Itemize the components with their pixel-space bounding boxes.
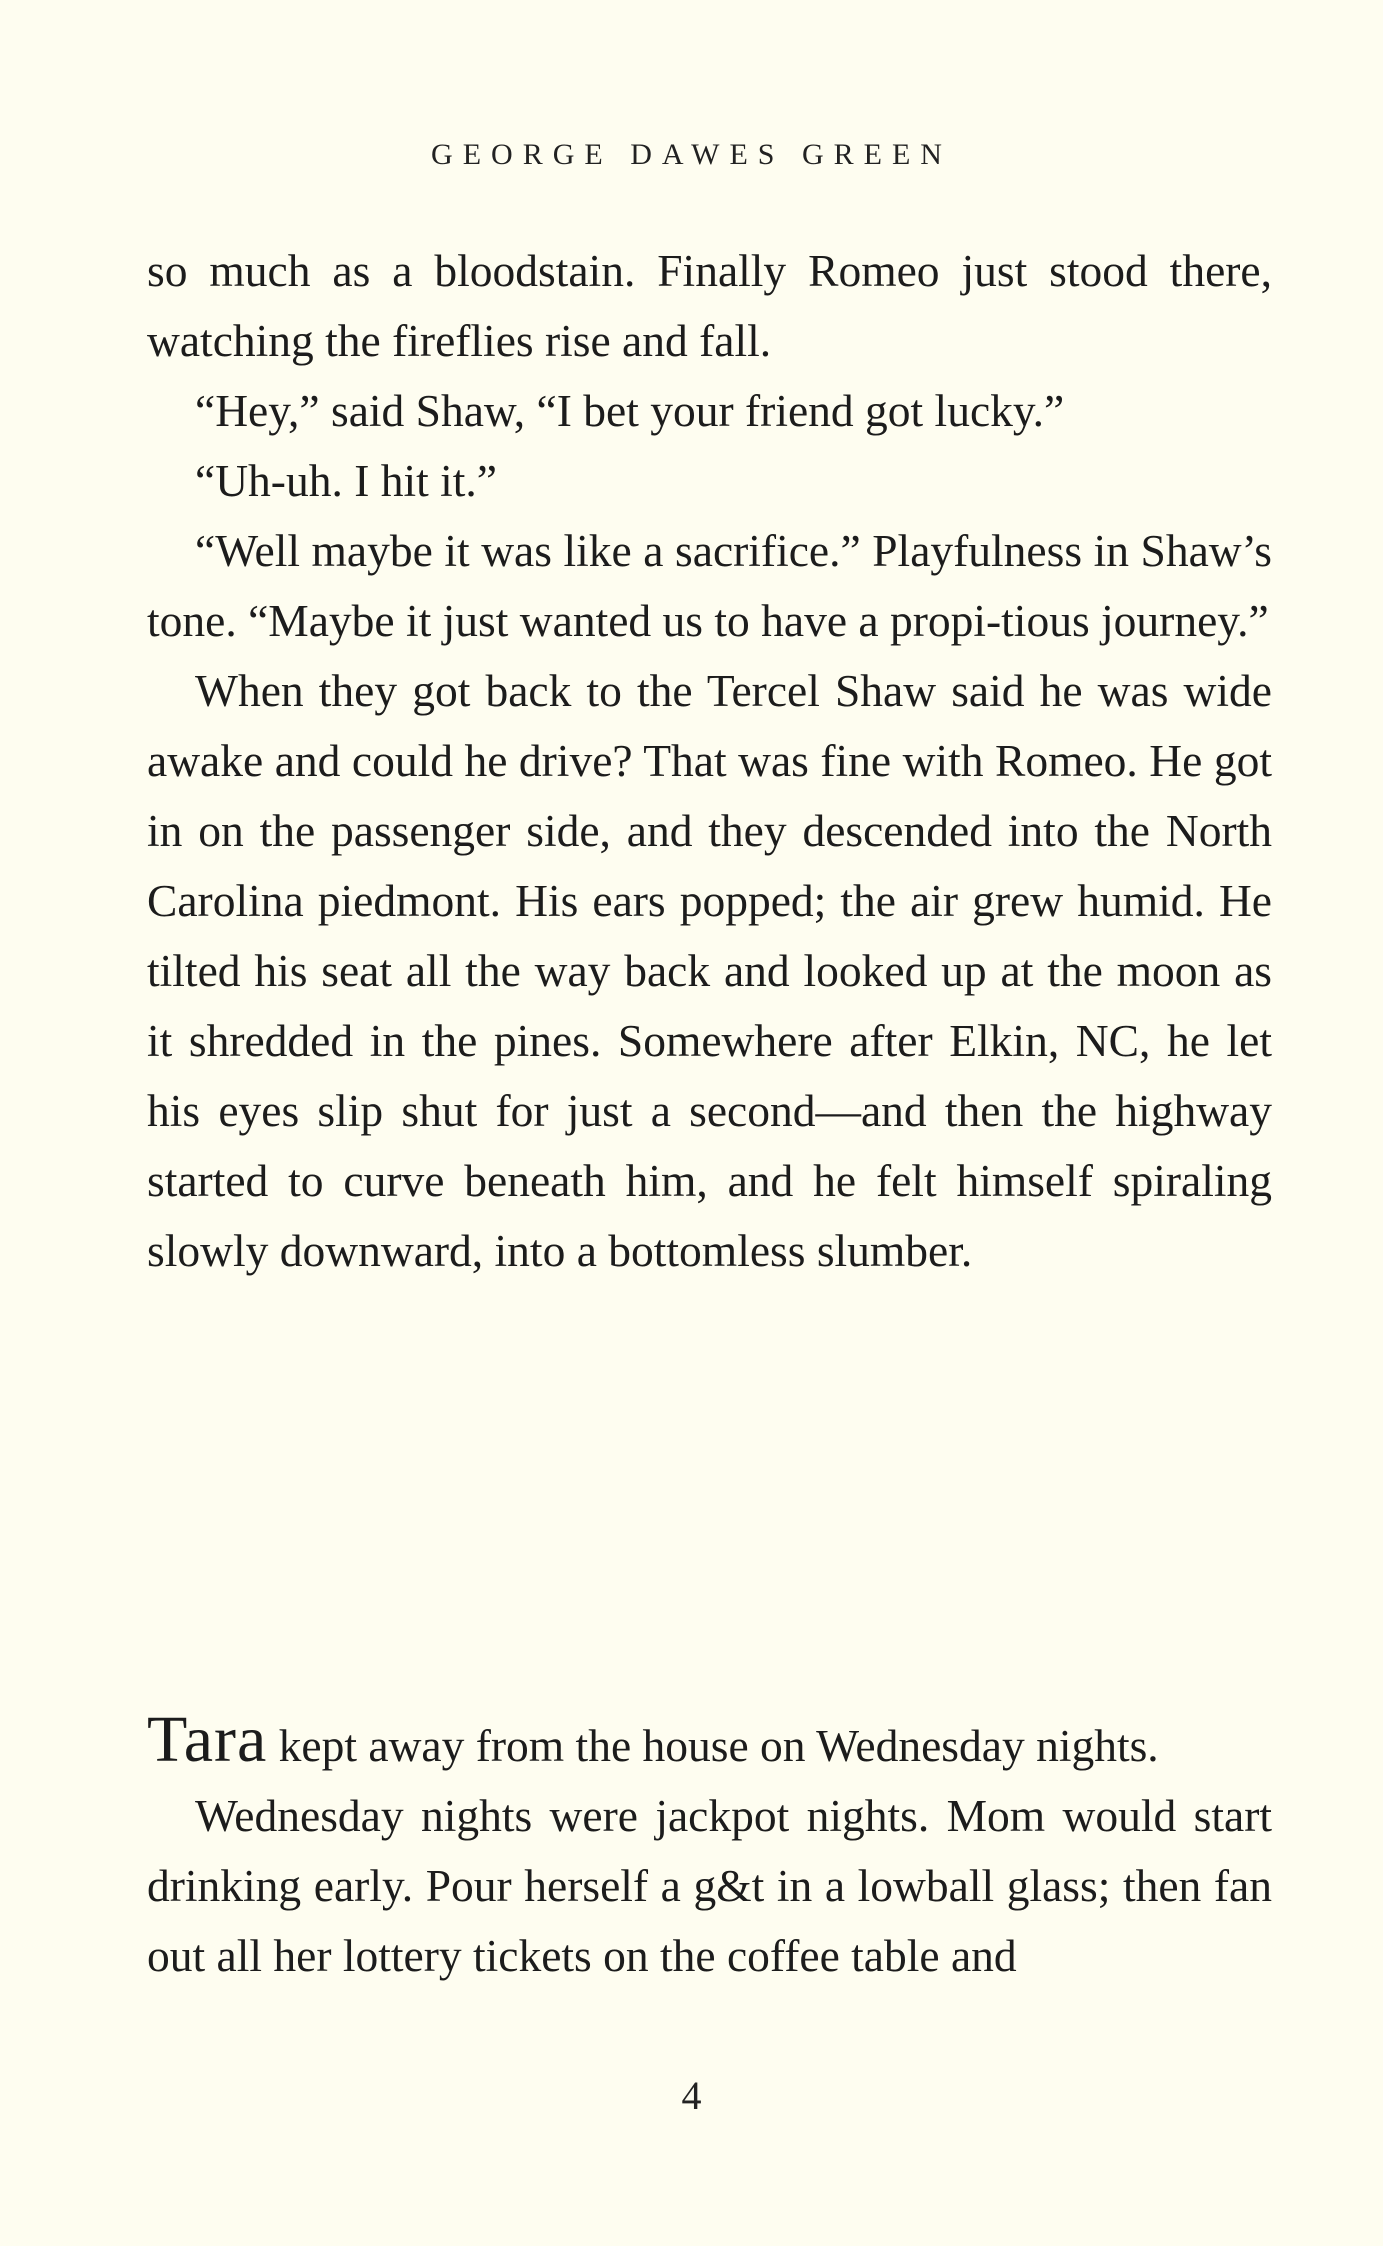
paragraph: “Hey,” said Shaw, “I bet your friend got lucky.”	[195, 385, 1065, 436]
page-number: 4	[681, 2073, 702, 2118]
paragraph-continued: so much as a bloodstain. Finally Romeo just stood there, watching the fireflies rise and fall.	[147, 245, 1272, 366]
body-text-section-two	[147, 1705, 1272, 1991]
body-text-section-one	[147, 236, 1272, 1286]
paragraph: Wednesday nights were jackpot nights. Mom would start drinking early. Pour herself a g&t in a lowball glass; then fan out all her lottery tickets on the coffee table and	[147, 1790, 1272, 1981]
running-head: GEORGE DAWES GREEN	[431, 138, 952, 171]
paragraph: “Well maybe it was like a sacrifice.” Playfulness in Shaw’s tone. “Maybe it just wanted us to have a propi-tious journey.”	[147, 525, 1272, 646]
paragraph: When they got back to the Tercel Shaw said he was wide awake and could he drive? That was fine with Romeo. He got in on the passenger side, and they descended into the North Carolina piedmont. His ears popped; the air grew humid. He tilted his seat all the way back and looked up at the moon as it shredded in the pines. Somewhere after Elkin, NC, he let his eyes slip shut for just a second—and then the highway started to curve beneath him, and he felt himself spiraling slowly downward, into a bottomless slumber.	[147, 665, 1272, 1276]
paragraph: “Uh-uh. I hit it.”	[195, 455, 497, 506]
section-opening-text: kept away from the house on Wednesday nights.	[267, 1720, 1159, 1771]
section-opening-paragraph	[147, 1705, 1272, 1781]
section-opening-word: Tara	[147, 1703, 268, 1776]
